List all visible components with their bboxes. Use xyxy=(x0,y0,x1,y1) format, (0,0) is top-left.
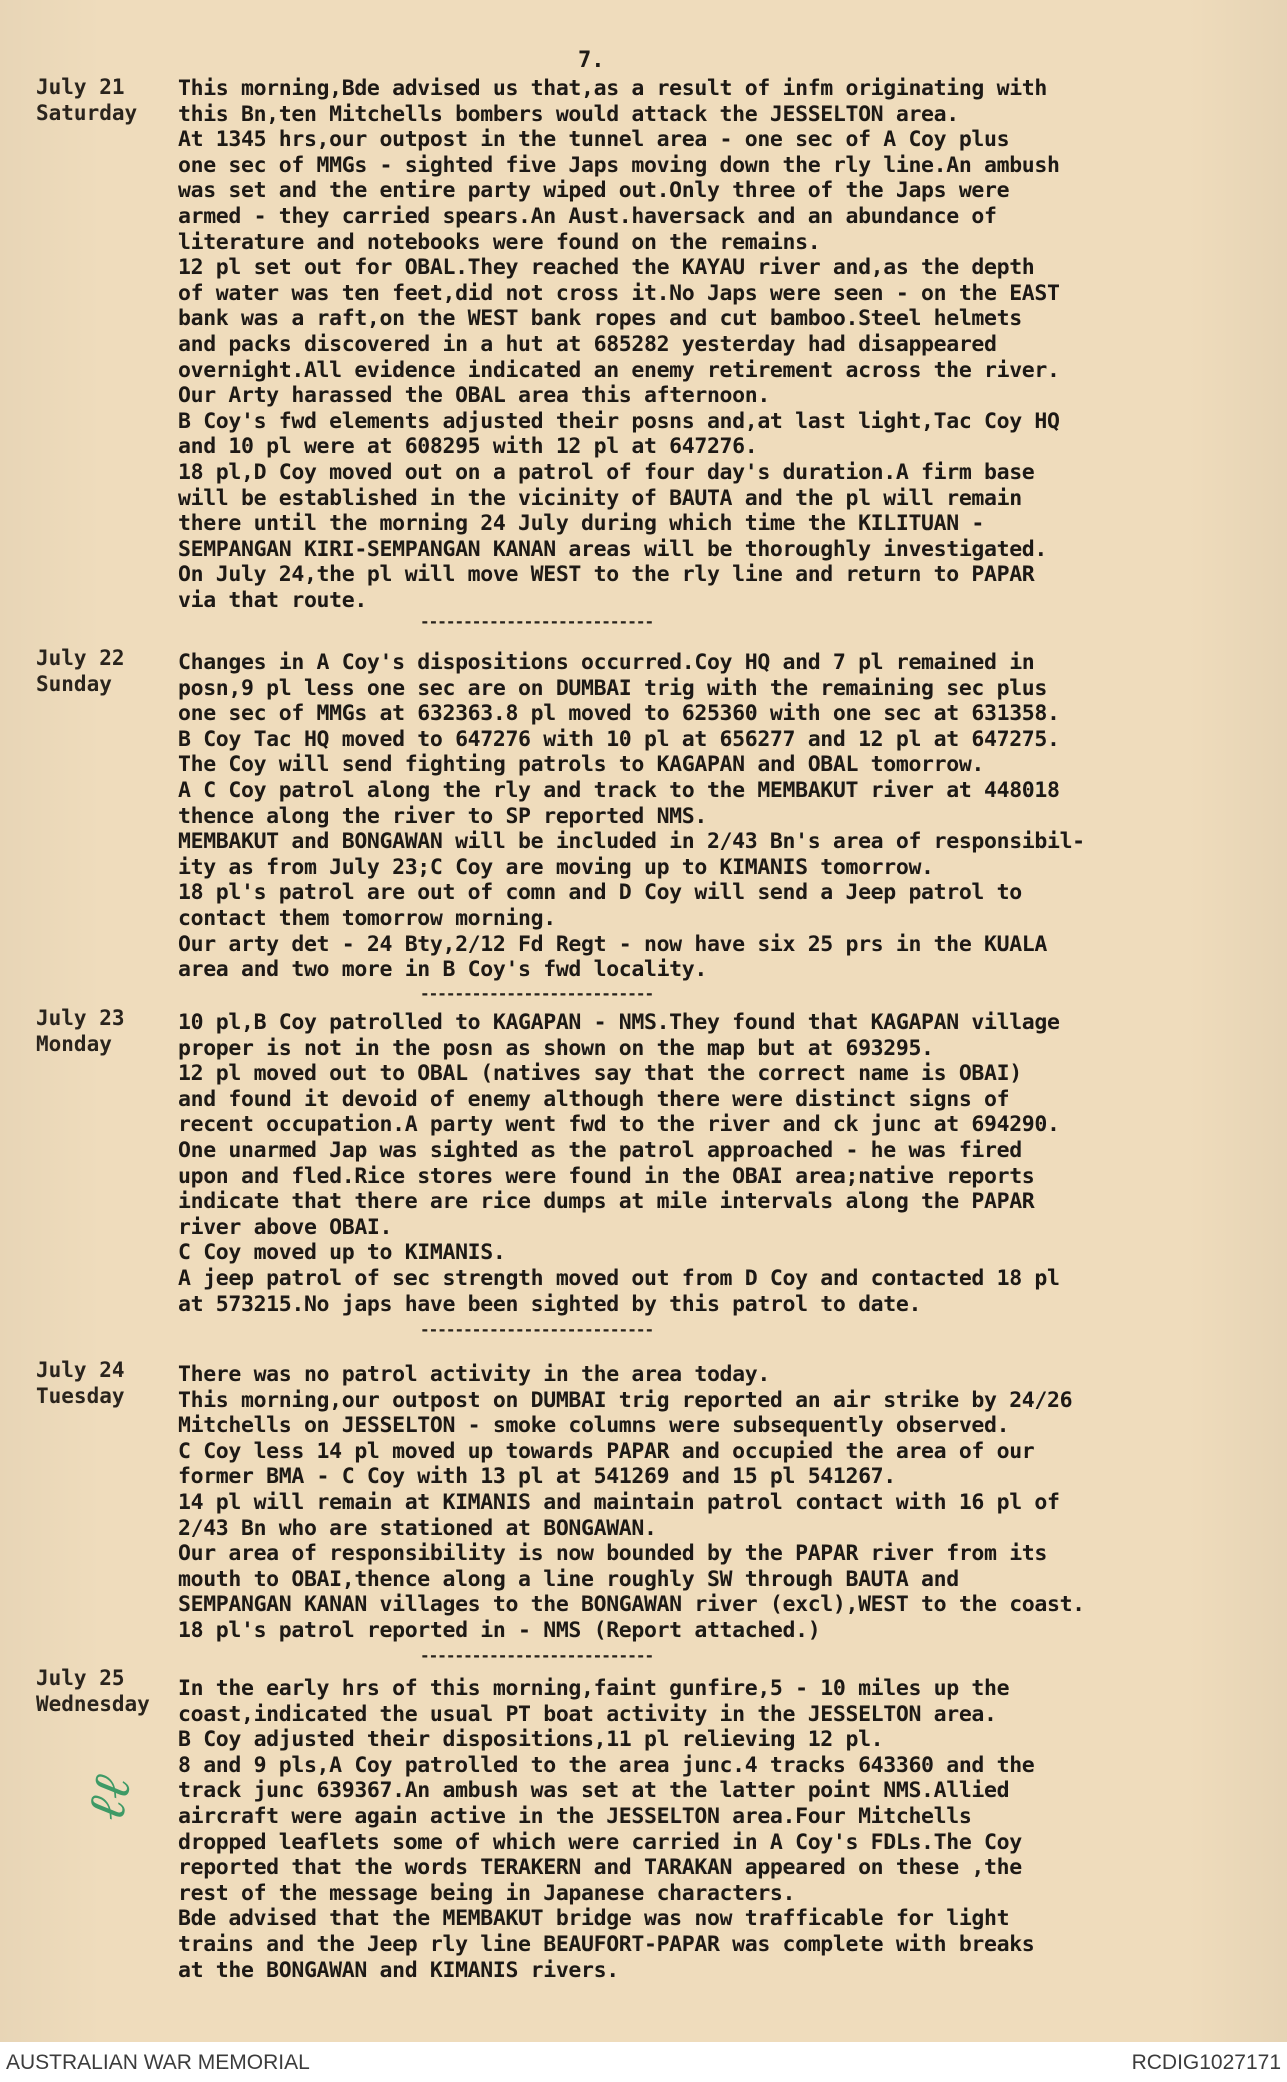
entry-line: and 10 pl were at 608295 with 12 pl at 647276. xyxy=(178,434,758,460)
entry-line: 18 pl,D Coy moved out on a patrol of four day's duration.A firm base xyxy=(178,459,1035,485)
entry-line: C Coy less 14 pl moved up towards PAPAR and occupied the area of our xyxy=(178,1438,1035,1464)
entry-date: July 22 xyxy=(36,646,125,670)
page-number: 7. xyxy=(578,48,605,73)
entry-date-july-24 xyxy=(36,1357,186,1409)
entry-line: upon and fled.Rice stores were found in the OBAI area;native reports xyxy=(178,1163,1035,1189)
entry-line: coast,indicated the usual PT boat activity in the JESSELTON area. xyxy=(178,1701,997,1727)
entry-weekday: Sunday xyxy=(36,672,112,696)
entry-line: via that route. xyxy=(178,587,367,613)
entry-divider: --------------------------- xyxy=(420,1646,654,1665)
entry-body-july-22 xyxy=(178,650,1258,983)
entry-date-july-23 xyxy=(36,1005,186,1057)
entry-line: armed - they carried spears.An Aust.haversack and an abundance of xyxy=(178,203,997,229)
entry-line: proper is not in the posn as shown on the map but at 693295. xyxy=(178,1035,934,1061)
entry-line: indicate that there are rice dumps at mile intervals along the PAPAR xyxy=(178,1189,1035,1215)
entry-divider: --------------------------- xyxy=(420,1320,654,1339)
entry-line: 10 pl,B Coy patrolled to KAGAPAN - NMS.They found that KAGAPAN village xyxy=(178,1010,1060,1035)
entry-date-july-21 xyxy=(36,74,186,126)
entry-line: There was no patrol activity in the area today. xyxy=(178,1362,770,1387)
entry-line: one sec of MMGs at 632363.8 pl moved to 625360 with one sec at 631358. xyxy=(178,701,1060,727)
entry-line: dropped leaflets some of which were carried in A Coy's FDLs.The Coy xyxy=(178,1829,1022,1855)
entry-line: at the BONGAWAN and KIMANIS rivers. xyxy=(178,1957,619,1983)
entry-line: A jeep patrol of sec strength moved out from D Coy and contacted 18 pl xyxy=(178,1265,1060,1291)
entry-line: and packs discovered in a hut at 685282 yesterday had disappeared xyxy=(178,331,997,357)
entry-body-july-25 xyxy=(178,1676,1258,1983)
entry-line: Our area of responsibility is now bounded by the PAPAR river from its xyxy=(178,1541,1047,1567)
entry-divider: --------------------------- xyxy=(420,984,654,1003)
footer-source: AUSTRALIAN WAR MEMORIAL xyxy=(6,2051,310,2074)
entry-line: and found it devoid of enemy although there were distinct signs of xyxy=(178,1086,1010,1112)
entry-weekday: Monday xyxy=(36,1032,112,1056)
entry-line: this Bn,ten Mitchells bombers would attack the JESSELTON area. xyxy=(178,101,959,127)
entry-line: posn,9 pl less one sec are on DUMBAI trig with the remaining sec plus xyxy=(178,675,1047,701)
entry-date: July 25 xyxy=(36,1666,125,1690)
footer-id: RCDIG1027171 xyxy=(1131,2051,1281,2074)
entry-line: SEMPANGAN KIRI-SEMPANGAN KANAN areas will be thoroughly investigated. xyxy=(178,536,1047,562)
entry-line: one sec of MMGs - sighted five Japs moving down the rly line.An ambush xyxy=(178,152,1060,178)
entry-line: 12 pl moved out to OBAL (natives say that the correct name is OBAI) xyxy=(178,1061,1022,1087)
entry-line: On July 24,the pl will move WEST to the rly line and return to PAPAR xyxy=(178,562,1035,588)
entry-line: recent occupation.A party went fwd to the river and ck junc at 694290. xyxy=(178,1112,1060,1138)
entry-weekday: Wednesday xyxy=(36,1692,150,1716)
entry-line: The Coy will send fighting patrols to KAGAPAN and OBAL tomorrow. xyxy=(178,752,985,778)
entry-line: thence along the river to SP reported NMS. xyxy=(178,803,707,829)
entry-line: One unarmed Jap was sighted as the patrol approached - he was fired xyxy=(178,1137,1022,1163)
entry-line: aircraft were again active in the JESSELTON area.Four Mitchells xyxy=(178,1803,972,1829)
entry-line: B Coy's fwd elements adjusted their posns and,at last light,Tac Coy HQ xyxy=(178,408,1060,434)
entry-weekday: Tuesday xyxy=(36,1384,125,1408)
entry-line: bank was a raft,on the WEST bank ropes and cut bamboo.Steel helmets xyxy=(178,306,1022,332)
entry-body-july-21 xyxy=(178,76,1258,613)
entry-line: former BMA - C Coy with 13 pl at 541269 and 15 pl 541267. xyxy=(178,1464,896,1490)
entry-line: river above OBAI. xyxy=(178,1214,393,1240)
entry-line: Changes in A Coy's dispositions occurred.Coy HQ and 7 pl remained in xyxy=(178,650,1035,675)
entry-line: rest of the message being in Japanese characters. xyxy=(178,1880,796,1906)
entry-line: 12 pl set out for OBAL.They reached the KAYAU river and,as the depth xyxy=(178,255,1035,281)
entry-line: A C Coy patrol along the rly and track to the MEMBAKUT river at 448018 xyxy=(178,777,1060,803)
entry-line: literature and notebooks were found on the remains. xyxy=(178,229,821,255)
entry-line: 18 pl's patrol are out of comn and D Coy will send a Jeep patrol to xyxy=(178,880,1022,906)
entry-line: SEMPANGAN KANAN villages to the BONGAWAN river (excl),WEST to the coast. xyxy=(178,1592,1085,1618)
entry-line: This morning,our outpost on DUMBAI trig reported an air strike by 24/26 xyxy=(178,1387,1073,1413)
entry-line: area and two more in B Coy's fwd locality. xyxy=(178,957,707,983)
entry-line: This morning,Bde advised us that,as a result of infm originating with xyxy=(178,76,1047,101)
entry-date: July 23 xyxy=(36,1006,125,1030)
entry-line: At 1345 hrs,our outpost in the tunnel area - one sec of A Coy plus xyxy=(178,127,1010,153)
entry-line: In the early hrs of this morning,faint gunfire,5 - 10 miles up the xyxy=(178,1676,1010,1701)
entry-line: MEMBAKUT and BONGAWAN will be included in 2/43 Bn's area of responsibil- xyxy=(178,829,1085,855)
entry-line: C Coy moved up to KIMANIS. xyxy=(178,1240,506,1266)
entry-line: 8 and 9 pls,A Coy patrolled to the area junc.4 tracks 643360 and the xyxy=(178,1752,1035,1778)
entry-line: 18 pl's patrol reported in - NMS (Report attached.) xyxy=(178,1617,821,1643)
entry-line: Our Arty harassed the OBAL area this afternoon. xyxy=(178,383,770,409)
entry-line: overnight.All evidence indicated an enemy retirement across the river. xyxy=(178,357,1060,383)
entry-line: mouth to OBAI,thence along a line roughly SW through BAUTA and xyxy=(178,1566,959,1592)
entry-line: trains and the Jeep rly line BEAUFORT-PAPAR was complete with breaks xyxy=(178,1931,1035,1957)
entry-line: reported that the words TERAKERN and TARAKAN appeared on these ,the xyxy=(178,1855,1022,1881)
entry-line: 2/43 Bn who are stationed at BONGAWAN. xyxy=(178,1515,657,1541)
entry-line: Bde advised that the MEMBAKUT bridge was now trafficable for light xyxy=(178,1906,1010,1932)
handwritten-initials-mark: ℓℓ xyxy=(75,1770,144,1826)
entry-line: Our arty det - 24 Bty,2/12 Fd Regt - now have six 25 prs in the KUALA xyxy=(178,931,1047,957)
entry-weekday: Saturday xyxy=(36,101,138,125)
entry-line: ity as from July 23;C Coy are moving up to KIMANIS tomorrow. xyxy=(178,854,934,880)
entry-date-july-25 xyxy=(36,1665,186,1717)
entry-body-july-23 xyxy=(178,1010,1258,1317)
archive-footer xyxy=(0,2042,1287,2082)
entry-line: 14 pl will remain at KIMANIS and maintain patrol contact with 16 pl of xyxy=(178,1489,1060,1515)
entry-line: track junc 639367.An ambush was set at the latter point NMS.Allied xyxy=(178,1778,1010,1804)
entry-date-july-22 xyxy=(36,645,186,697)
entry-date: July 24 xyxy=(36,1358,125,1382)
entry-date: July 21 xyxy=(36,75,125,99)
entry-divider: --------------------------- xyxy=(420,612,654,631)
entry-line: of water was ten feet,did not cross it.No Japs were seen - on the EAST xyxy=(178,280,1060,306)
entry-line: will be established in the vicinity of BAUTA and the pl will remain xyxy=(178,485,1022,511)
entry-line: B Coy adjusted their dispositions,11 pl relieving 12 pl. xyxy=(178,1727,884,1753)
entry-line: Mitchells on JESSELTON - smoke columns were subsequently observed. xyxy=(178,1413,1010,1439)
entry-line: at 573215.No japs have been sighted by this patrol to date. xyxy=(178,1291,922,1317)
entry-body-july-24 xyxy=(178,1362,1258,1644)
entry-line: there until the morning 24 July during which time the KILITUAN - xyxy=(178,511,985,537)
entry-line: was set and the entire party wiped out.Only three of the Japs were xyxy=(178,178,1010,204)
entry-line: B Coy Tac HQ moved to 647276 with 10 pl at 656277 and 12 pl at 647275. xyxy=(178,726,1060,752)
entry-line: contact them tomorrow morning. xyxy=(178,905,556,931)
